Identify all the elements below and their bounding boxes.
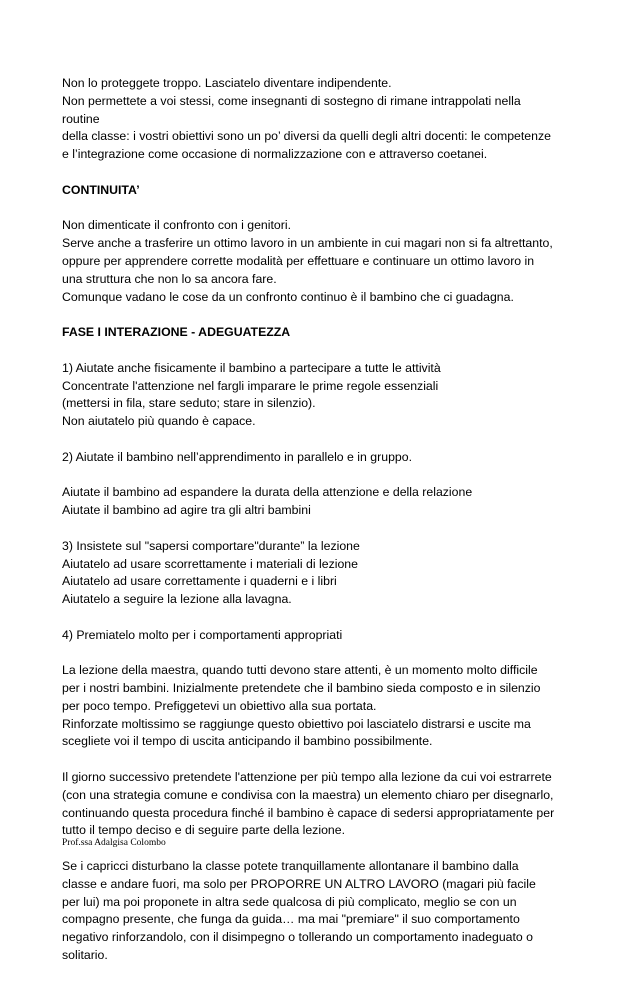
- text-line: 2) Aiutate il bambino nell’apprendimento in parallelo e in gruppo.: [62, 449, 413, 464]
- text-line: Comunque vadano le cose da un confronto continuo è il bambino che ci guadagna.: [62, 289, 514, 304]
- text-line: per lui) ma poi proponete in altra sede qualcosa di più complicato, meglio se con un: [62, 894, 517, 909]
- text-line: Aiutatelo ad usare correttamente i quaderni e i libri: [62, 574, 337, 589]
- text-line: Aiutatelo a seguire la lezione alla lavagna.: [62, 592, 292, 607]
- text-line: Serve anche a trasferire un ottimo lavoro in un ambiente in cui magari non si fa altrettanto,: [62, 236, 553, 251]
- paragraph: [62, 627, 582, 645]
- text-line: Aiutate il bambino ad agire tra gli altri bambini: [62, 503, 311, 518]
- paragraph: [62, 858, 582, 965]
- text-line: solitario.: [62, 948, 108, 963]
- text-line: per poco tempo. Prefiggetevi un obiettivo alla sua portata.: [62, 698, 377, 713]
- text-line: e l’integrazione come occasione di normalizzazione con e attraverso coetanei.: [62, 147, 488, 162]
- text-line: 4) Premiatelo molto per i comportamenti appropriati: [62, 627, 343, 642]
- text-line: per i nostri bambini. Inizialmente pretendete che il bambino sieda composto e in silenzio: [62, 681, 541, 696]
- text-line: Non dimenticate il confronto con i genitori.: [62, 218, 291, 233]
- text-line: Concentrate l'attenzione nel fargli imparare le prime regole essenziali: [62, 378, 439, 393]
- text-line: classe e andare fuori, ma solo per PROPORRE UN ALTRO LAVORO (magari più facile: [62, 876, 536, 891]
- text-line: (mettersi in fila, stare seduto; stare in silenzio).: [62, 396, 316, 411]
- text-line: Rinforzate moltissimo se raggiunge questo obiettivo poi lasciatelo distrarsi e uscite ma: [62, 716, 531, 731]
- text-line: compagno presente, che funga da guida… ma mai "premiare" il suo comportamento: [62, 912, 520, 927]
- paragraph: [62, 662, 582, 751]
- text-line: scegliete voi il tempo di uscita anticipando il bambino possibilmente.: [62, 734, 433, 749]
- text-line: negativo rinforzandolo, con il disimpegno o tollerando un comportamento inadeguato o: [62, 930, 534, 945]
- text-line: Il giorno successivo pretendete l'attenzione per più tempo alla lezione da cui voi estrarrete: [62, 770, 552, 785]
- section-heading: [62, 324, 582, 342]
- text-line: CONTINUITA’: [62, 182, 140, 197]
- paragraph: [62, 75, 582, 164]
- paragraph: [62, 449, 582, 467]
- paragraph: [62, 217, 582, 306]
- text-line: Se i capricci disturbano la classe potete tranquillamente allontanare il bambino dalla: [62, 859, 519, 874]
- page-footer-author: Prof.ssa Adalgisa Colombo: [62, 838, 166, 848]
- text-line: routine: [62, 111, 100, 126]
- text-line: Non lo proteggete troppo. Lasciatelo diventare indipendente.: [62, 76, 392, 90]
- text-line: La lezione della maestra, quando tutti devono stare attenti, è un momento molto difficile: [62, 663, 538, 678]
- text-line: una struttura che non lo sa ancora fare.: [62, 271, 277, 286]
- paragraph: [62, 538, 582, 609]
- text-line: oppure per apprendere corrette modalità per effettuare e continuare un ottimo lavoro in: [62, 253, 535, 268]
- text-line: 1) Aiutate anche fisicamente il bambino a partecipare a tutte le attività: [62, 360, 441, 375]
- text-line: Non permettete a voi stessi, come insegnanti di sostegno di rimane intrappolati nella: [62, 93, 521, 108]
- paragraph: [62, 484, 582, 520]
- section-heading: [62, 182, 582, 200]
- text-line: 3) Insistete sul "sapersi comportare"durante” la lezione: [62, 538, 360, 553]
- text-line: FASE I INTERAZIONE - ADEGUATEZZA: [62, 325, 291, 340]
- text-line: (con una strategia comune e condivisa con la maestra) un elemento chiaro per disegnarlo,: [62, 787, 554, 802]
- text-line: tutto il tempo deciso e di seguire parte della lezione.: [62, 823, 345, 838]
- text-line: continuando questa procedura finché il bambino è capace di sedersi appropriatamente per: [62, 805, 555, 820]
- paragraph: [62, 360, 582, 431]
- paragraph: [62, 769, 582, 840]
- text-line: Non aiutatelo più quando è capace.: [62, 414, 256, 429]
- text-line: Aiutatelo ad usare scorrettamente i materiali di lezione: [62, 556, 358, 571]
- text-line: Aiutate il bambino ad espandere la durata della attenzione e della relazione: [62, 485, 473, 500]
- text-line: della classe: i vostri obiettivi sono un po’ diversi da quelli degli altri docenti: le competenze: [62, 129, 551, 144]
